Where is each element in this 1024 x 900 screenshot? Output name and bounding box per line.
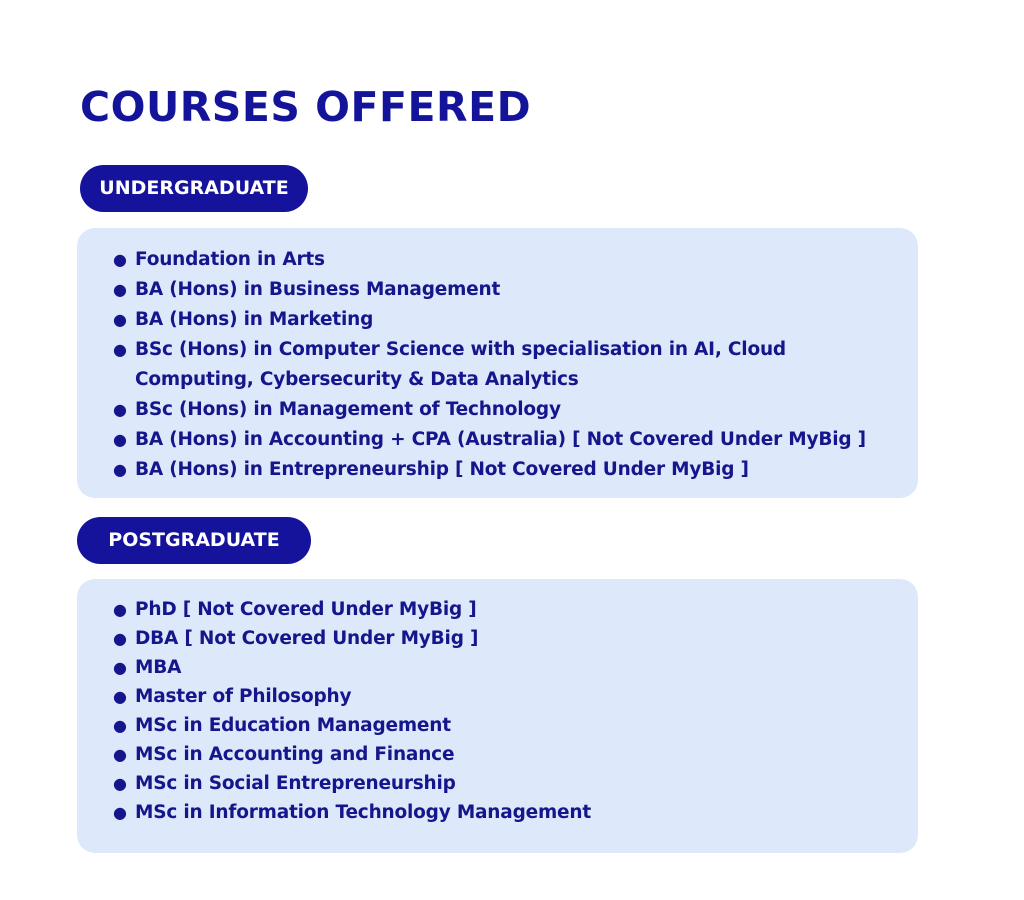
course-name: MSc in Information Technology Management xyxy=(135,802,591,823)
list-item xyxy=(113,711,898,740)
course-name: MSc in Education Management xyxy=(135,715,451,736)
bullet-icon: ● xyxy=(113,716,127,735)
list-item xyxy=(113,682,898,711)
undergraduate-course-list xyxy=(113,245,898,485)
bullet-icon: ● xyxy=(113,280,127,299)
list-item xyxy=(113,425,898,455)
postgraduate-badge: POSTGRADUATE xyxy=(77,517,311,564)
bullet-icon: ● xyxy=(113,600,127,619)
list-item xyxy=(113,455,898,485)
bullet-icon: ● xyxy=(113,250,127,269)
list-item xyxy=(113,245,898,275)
list-item xyxy=(113,595,898,624)
list-item xyxy=(113,798,898,827)
course-name: Master of Philosophy xyxy=(135,686,352,707)
course-name: BA (Hons) in Marketing xyxy=(135,309,374,330)
course-name: MBA xyxy=(135,657,182,678)
list-item xyxy=(113,769,898,798)
course-name: BA (Hons) in Accounting + CPA (Australia) [ Not Covered Under MyBig ] xyxy=(135,429,866,450)
bullet-icon: ● xyxy=(113,774,127,793)
course-name: MSc in Social Entrepreneurship xyxy=(135,773,456,794)
course-name: BA (Hons) in Entrepreneurship [ Not Covered Under MyBig ] xyxy=(135,459,749,480)
course-name: BSc (Hons) in Computer Science with specialisation in AI, Cloud Computing, Cybersecurity & Data Analytics xyxy=(135,339,786,390)
list-item xyxy=(113,275,898,305)
bullet-icon: ● xyxy=(113,745,127,764)
bullet-icon: ● xyxy=(113,629,127,648)
bullet-icon: ● xyxy=(113,310,127,329)
undergraduate-course-card xyxy=(77,228,918,498)
page-title: COURSES OFFERED xyxy=(80,83,532,131)
postgraduate-course-list xyxy=(113,595,898,827)
course-name: DBA [ Not Covered Under MyBig ] xyxy=(135,628,479,649)
bullet-icon: ● xyxy=(113,400,127,419)
bullet-icon: ● xyxy=(113,687,127,706)
list-item xyxy=(113,653,898,682)
course-name: BSc (Hons) in Management of Technology xyxy=(135,399,561,420)
course-name: PhD [ Not Covered Under MyBig ] xyxy=(135,599,477,620)
undergraduate-badge: UNDERGRADUATE xyxy=(80,165,308,212)
bullet-icon: ● xyxy=(113,430,127,449)
postgraduate-course-card xyxy=(77,579,918,853)
bullet-icon: ● xyxy=(113,658,127,677)
list-item xyxy=(113,740,898,769)
bullet-icon: ● xyxy=(113,460,127,479)
list-item xyxy=(113,395,898,425)
bullet-icon: ● xyxy=(113,803,127,822)
course-name: BA (Hons) in Business Management xyxy=(135,279,501,300)
list-item xyxy=(113,305,898,335)
list-item xyxy=(113,624,898,653)
list-item xyxy=(113,335,825,395)
course-name: MSc in Accounting and Finance xyxy=(135,744,455,765)
course-name: Foundation in Arts xyxy=(135,249,325,270)
bullet-icon: ● xyxy=(113,340,127,359)
